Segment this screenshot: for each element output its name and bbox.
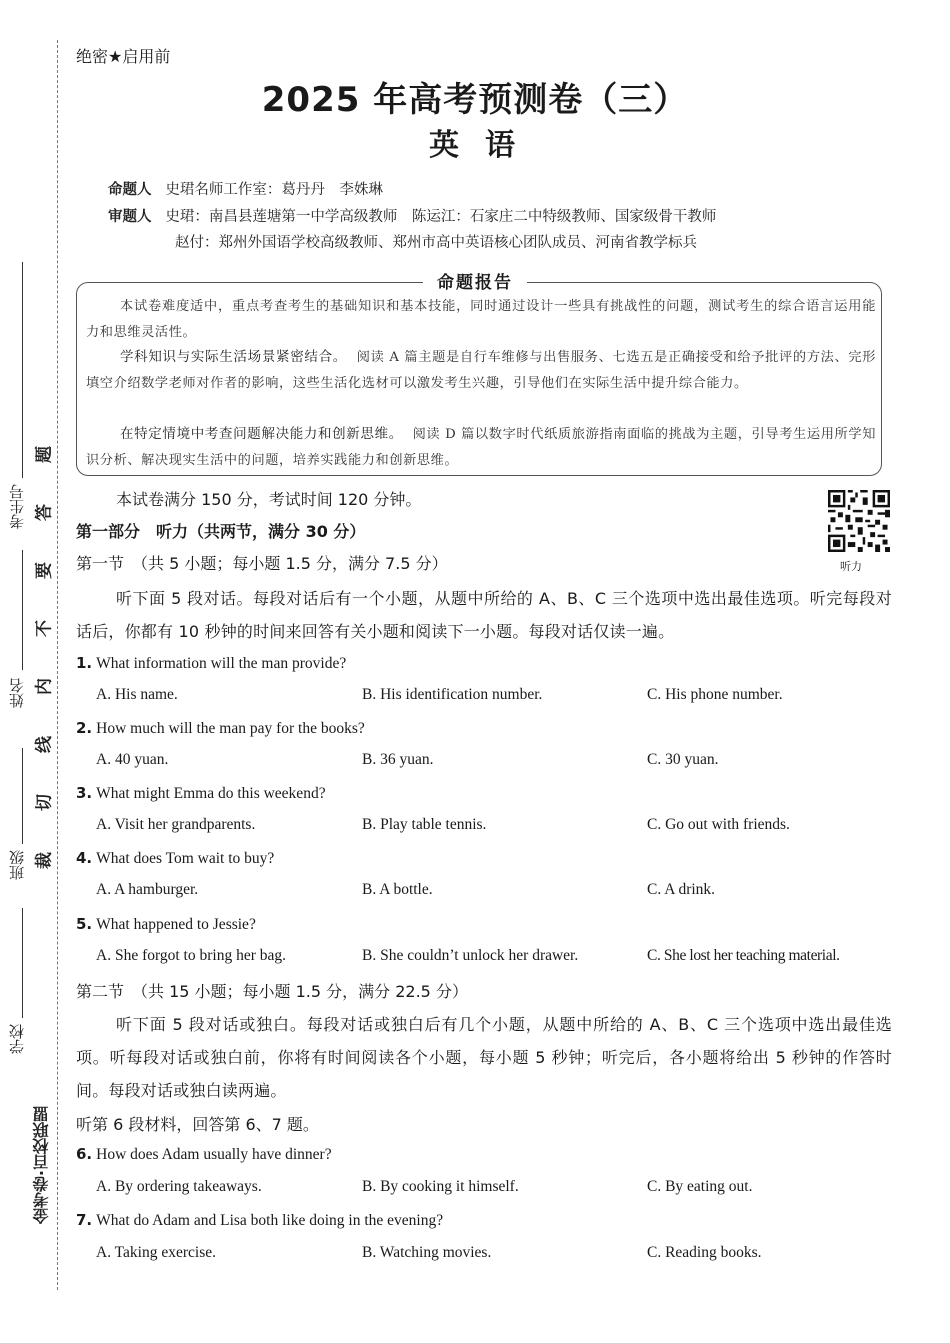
binding-dashed-rule [57,40,58,1290]
question-number: 3. [76,784,93,802]
confidential-mark: 绝密★启用前 [76,47,171,66]
report-paragraph-2 [86,345,876,396]
reviewer-value: 史珺：南昌县莲塘第一中学高级教师 陈运江：石家庄二中特级教师、国家级骨干教师 [165,209,717,225]
option-b[interactable]: B. His identification number. [362,686,543,703]
page-title: 2025 年高考预测卷（三） [261,80,689,120]
question-text: How does Adam usually have dinner? [96,1146,332,1163]
option-c[interactable]: C. By eating out. [647,1178,753,1195]
question-4 [76,849,274,868]
question-number: 1. [76,654,93,672]
qr-code-icon[interactable] [828,490,890,552]
name-line[interactable] [22,550,23,670]
section1-instructions: 听下面 5 段对话。每段对话后有一个小题，从题中所给的 A、B、C 三个选项中选出最佳选项。听完每段对话后，你都有 10 秒钟的时间来回答有关小题和阅读下一小题。每段对话仅读一遍。 [76,589,892,641]
section1-heading: 第一节 （共 5 小题；每小题 1.5 分，满分 7.5 分） [76,554,448,573]
option-a[interactable]: A. Visit her grandparents. [96,816,256,833]
cut-line-char: 内 [34,678,55,695]
cut-line-char: 裁 [34,852,55,869]
author-row [108,178,383,199]
option-b[interactable]: B. Play table tennis. [362,816,487,833]
report-paragraph-2-head: 学科知识与实际生活场景紧密结合。 [120,349,347,365]
cut-line-char: 答 [34,504,55,521]
question-7 [76,1211,443,1230]
subject-title: 英语 [429,128,541,163]
material-note: 听第 6 段材料，回答第 6、7 题。 [76,1115,319,1134]
option-c[interactable]: C. A drink. [647,881,716,898]
question-text: What information will the man provide? [96,655,347,672]
class-line[interactable] [22,748,23,844]
author-value: 史珺名师工作室：葛丹丹 李姝琳 [165,182,383,198]
question-text: What might Emma do this weekend? [96,785,326,802]
cut-line-char: 题 [34,446,55,463]
report-paragraph-1: 本试卷难度适中，重点考查考生的基础知识和基本技能，同时通过设计一些具有挑战性的问题，测试考生的综合语言运用能力和思维灵活性。 [86,299,876,340]
option-a[interactable]: A. Taking exercise. [96,1244,217,1261]
option-c[interactable]: C. Reading books. [647,1244,762,1261]
question-number: 6. [76,1145,93,1163]
question-number: 2. [76,719,93,737]
exam-info: 本试卷满分 150 分，考试时间 120 分钟。 [116,490,422,509]
option-b[interactable]: B. Watching movies. [362,1244,492,1261]
option-a[interactable]: A. By ordering takeaways. [96,1178,262,1195]
report-paragraph-2-body: 阅读 A 篇主题是自行车维修与出售服务、七选五是正确接受和给予批评的方法、完形填空介绍数学老师对作者的影响，这些生活化选材可以激发考生兴趣，引导他们在实际生活中提升综合能力。 [86,350,876,391]
cut-line-char: 不 [34,620,55,637]
cut-line-char: 要 [34,562,55,579]
question-number: 4. [76,849,93,867]
question-number: 5. [76,915,93,933]
exam-number-line[interactable] [22,262,23,478]
option-b[interactable]: B. 36 yuan. [362,751,434,768]
question-5 [76,915,256,934]
school-line[interactable] [22,908,23,1018]
question-text: What does Tom wait to buy? [96,850,275,867]
question-6 [76,1145,332,1164]
option-a[interactable]: A. A hamburger. [96,881,199,898]
question-number: 7. [76,1211,93,1229]
option-a[interactable]: A. His name. [96,686,178,703]
option-c[interactable]: C. She lost her teaching material. [647,947,840,964]
option-c[interactable]: C. His phone number. [647,686,783,703]
option-b[interactable]: B. By cooking it himself. [362,1178,519,1195]
report-paragraph-3-body: 阅读 D 篇以数字时代纸质旅游指南面临的挑战为主题，引导考生运用所学知识分析、解决现实生活中的问题，培养实践能力和创新思维。 [86,427,876,468]
part1-heading: 第一部分 听力（共两节，满分 30 分） [76,522,366,541]
qr-caption: 听力 [840,560,862,573]
question-text: What do Adam and Lisa both like doing in the evening? [96,1212,444,1229]
question-1 [76,654,346,673]
option-c[interactable]: C. 30 yuan. [647,751,719,768]
option-a[interactable]: A. She forgot to bring her bag. [96,947,286,964]
school-label: 学校 [8,1024,26,1054]
reviewer-row [108,205,716,226]
option-b[interactable]: B. She couldn’t unlock her drawer. [362,947,579,964]
cut-line-char: 线 [34,736,55,753]
reviewer-row-2: 赵付：郑州外国语学校高级教师、郑州市高中英语核心团队成员、河南省教学标兵 [175,235,697,251]
section2-heading: 第二节 （共 15 小题；每小题 1.5 分，满分 22.5 分） [76,982,468,1001]
option-b[interactable]: B. A bottle. [362,881,433,898]
publisher-mark: 金考卷·百校联盟 [32,1106,51,1225]
exam-number-label: 考生号 [8,484,26,529]
question-text: How much will the man pay for the books? [96,720,365,737]
option-c[interactable]: C. Go out with friends. [647,816,790,833]
class-label: 班级 [8,850,26,880]
author-label: 命题人 [108,182,152,198]
reviewer-label: 审题人 [108,209,152,225]
cut-line-char: 切 [34,794,55,811]
report-title: 命题报告 [0,268,950,293]
name-label: 姓名 [8,678,26,708]
report-paragraph-3-head: 在特定情境中考查问题解决能力和创新思维。 [120,426,403,442]
report-paragraph-3 [86,422,876,473]
option-a[interactable]: A. 40 yuan. [96,751,169,768]
question-3 [76,784,326,803]
question-2 [76,719,365,738]
question-text: What happened to Jessie? [96,916,256,933]
section2-instructions: 听下面 5 段对话或独白。每段对话或独白后有几个小题，从题中所给的 A、B、C 三个选项中选出最佳选项。听每段对话或独白前，你将有时间阅读各个小题，每小题 5 秒钟；听完后，各小题将给出 5 秒钟的作答时间。每段对话或独白读两遍。 [76,1015,892,1100]
